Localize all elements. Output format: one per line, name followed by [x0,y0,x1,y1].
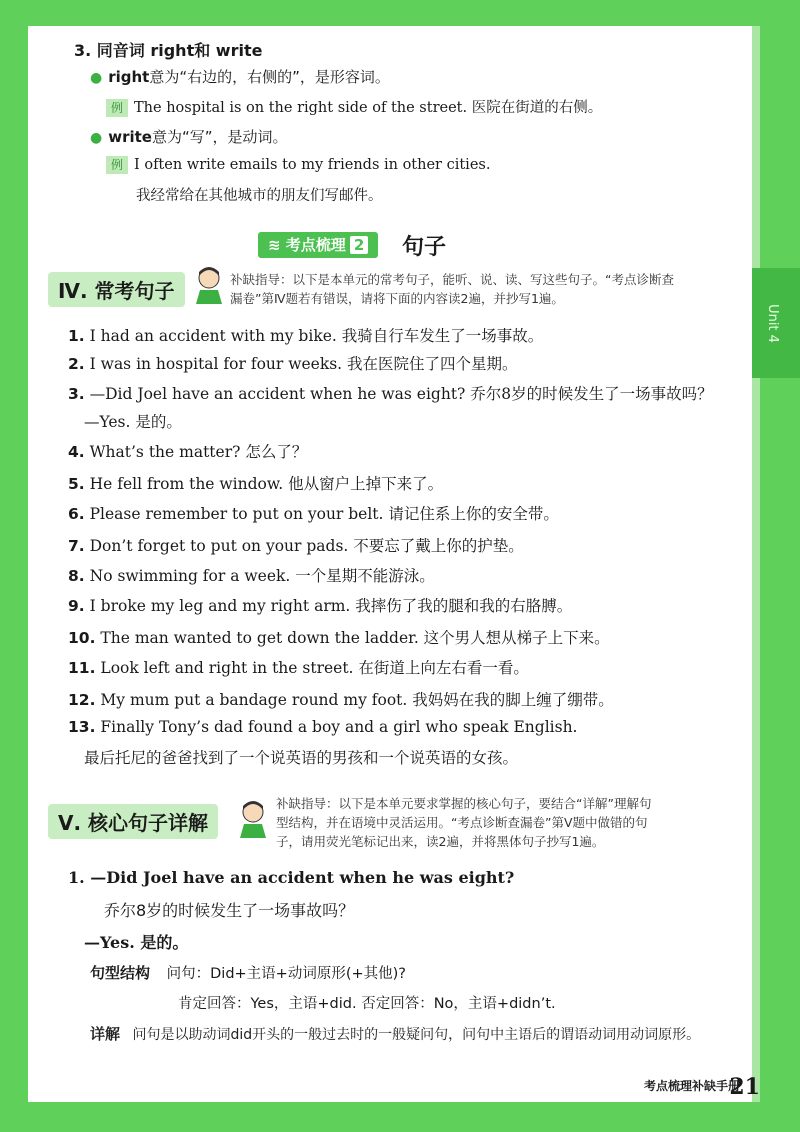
explanation [90,1020,730,1049]
sentence-row [84,746,518,768]
sentence-row [68,688,614,710]
section-iv-note [230,270,740,308]
sentence-text: Don’t forget to put on your pads. 不要忘了戴上你的护垫。 [89,537,524,555]
write-example [106,156,490,174]
sentence-text: My mum put a bandage round my foot. 我妈妈在我的脚上缠了绷带。 [100,691,614,709]
section-v-note-line2: 型结构，并在语境中灵活运用。“考点诊断查漏卷”第Ⅴ题中做错的句 [276,815,648,830]
sentence-row [68,502,559,524]
page-border-right [760,0,800,1132]
girl-icon [192,264,226,304]
sentence-text: He fell from the window. 他从窗户上掉下来了。 [89,475,444,493]
sentence-number: 8. [68,567,85,585]
example-tag: 例 [106,99,128,117]
explanation-label: 详解 [90,1025,121,1043]
example-tag: 例 [106,156,128,174]
section-title: 句子 [402,235,447,260]
homophone-heading: 3. 同音词 right和 write [74,41,263,60]
bullet-icon: ● [90,70,103,86]
banner-number: 2 [350,236,368,254]
sentence-text: Look left and right in the street. 在街道上向左右看一看。 [100,659,529,677]
sentence-text: Finally Tony’s dad found a boy and a girl who speak English. [100,718,578,736]
sentence-number: 7. [68,537,85,555]
page-border-bottom [0,1102,800,1132]
sentence-number: 11. [68,659,96,677]
sentence-number: 10. [68,629,96,647]
section-v-note-line1: 补缺指导：以下是本单元要求掌握的核心句子，要结合“详解”理解句 [276,796,652,811]
right-definition [90,66,390,87]
word-right: right [108,68,150,86]
sentence-number: 5. [68,475,85,493]
sentence-number: 2. [68,355,85,373]
page-content [28,26,752,1102]
sentence-row [68,472,443,494]
sentence-text: I had an accident with my bike. 我骑自行车发生了一场事故。 [89,327,544,345]
sentence-row [68,594,572,616]
page-border-left [0,0,28,1132]
section-v-header: Ⅴ. 核心句子详解 [48,804,218,839]
sentence-text: I was in hospital for four weeks. 我在医院住了四个星期。 [89,355,518,373]
sentence-text: What’s the matter? 怎么了？ [89,443,308,461]
page-border-top [0,0,800,26]
sentence-row [68,352,518,374]
sentence-number: 4. [68,443,85,461]
unit-side-tab [744,268,800,378]
section-iv-note-line1: 补缺指导：以下是本单元的常考句子，能听、说、读、写这些句子。“考点诊断查 [230,272,674,287]
section-v-note-line3: 子，请用荧光笔标记出来，读2遍，并将黑体句子抄写1遍。 [276,834,605,849]
write-meaning: 意为“写”，是动词。 [151,128,288,146]
sentence-row [68,440,307,462]
core-answer: —Yes. 是的。 [84,933,189,952]
sentence-text: 最后托尼的爸爸找到了一个说英语的男孩和一个说英语的女孩。 [84,749,519,767]
sentence-row [68,656,529,678]
section-iv-note-line2: 漏卷”第Ⅳ题若有错误，请将下面的内容读2遍，并抄写1遍。 [230,291,564,306]
unit-tab-label: Unit 4 [764,303,780,343]
word-write: write [108,128,152,146]
sentence-text: Please remember to put on your belt. 请记住系上你的安全带。 [89,505,559,523]
right-meaning: 意为“右边的，右侧的”，是形容词。 [149,68,390,86]
section-banner [258,232,378,258]
sentence-text: I broke my leg and my right arm. 我摔伤了我的腿和我的右胳膊。 [89,597,573,615]
sentence-text: —Did Joel have an accident when he was eight? 乔尔8岁的时候发生了一场事故吗？ [89,385,713,403]
sentence-number: 3. [68,385,85,403]
write-example-translation: 我经常给在其他城市的朋友们写邮件。 [136,188,383,204]
page-number: 21 [729,1074,760,1100]
structure-label: 句型结构 [90,964,151,982]
sentence-row [68,626,610,648]
wave-icon: ≋ [268,236,286,254]
structure-line-1 [90,962,406,983]
girl-icon [236,798,270,838]
section-v-note [276,794,746,851]
sentence-row [68,718,578,736]
sentence-text: The man wanted to get down the ladder. 这个男人想从梯子上下来。 [100,629,610,647]
sentence-number: 9. [68,597,85,615]
sentence-row [84,410,182,432]
structure-answers: 肯定回答：Yes，主语+did. 否定回答：No，主语+didn’t. [178,996,556,1012]
page-edge-shade [752,26,760,1102]
sentence-number: 12. [68,691,96,709]
sentence-text: —Yes. 是的。 [84,413,182,431]
sentence-text: No swimming for a week. 一个星期不能游泳。 [89,567,435,585]
core-question: 1. —Did Joel have an accident when he was eight? [68,868,515,887]
right-example [106,96,602,117]
sentence-row [68,564,435,586]
write-example-text: I often write emails to my friends in other cities. [134,157,491,173]
sentence-number: 13. [68,718,96,736]
sentence-row [68,534,524,556]
core-question-translation: 乔尔8岁的时候发生了一场事故吗？ [104,901,355,920]
structure-question: 问句：Did+主语+动词原形(+其他)? [166,966,406,982]
right-example-text: The hospital is on the right side of the street. 医院在街道的右侧。 [134,100,603,116]
bullet-icon: ● [90,130,103,146]
sentence-number: 1. [68,327,85,345]
sentence-number: 6. [68,505,85,523]
explanation-text: 问句是以助动词did开头的一般过去时的一般疑问句，问句中主语后的谓语动词用动词原形。 [132,1027,701,1043]
write-definition [90,126,288,147]
section-iv-header: Ⅳ. 常考句子 [48,272,185,307]
footer-title: 考点梳理补缺手册 [643,1079,740,1093]
sentence-row [68,382,713,404]
banner-label: 考点梳理 [285,236,346,254]
sentence-row [68,324,543,346]
